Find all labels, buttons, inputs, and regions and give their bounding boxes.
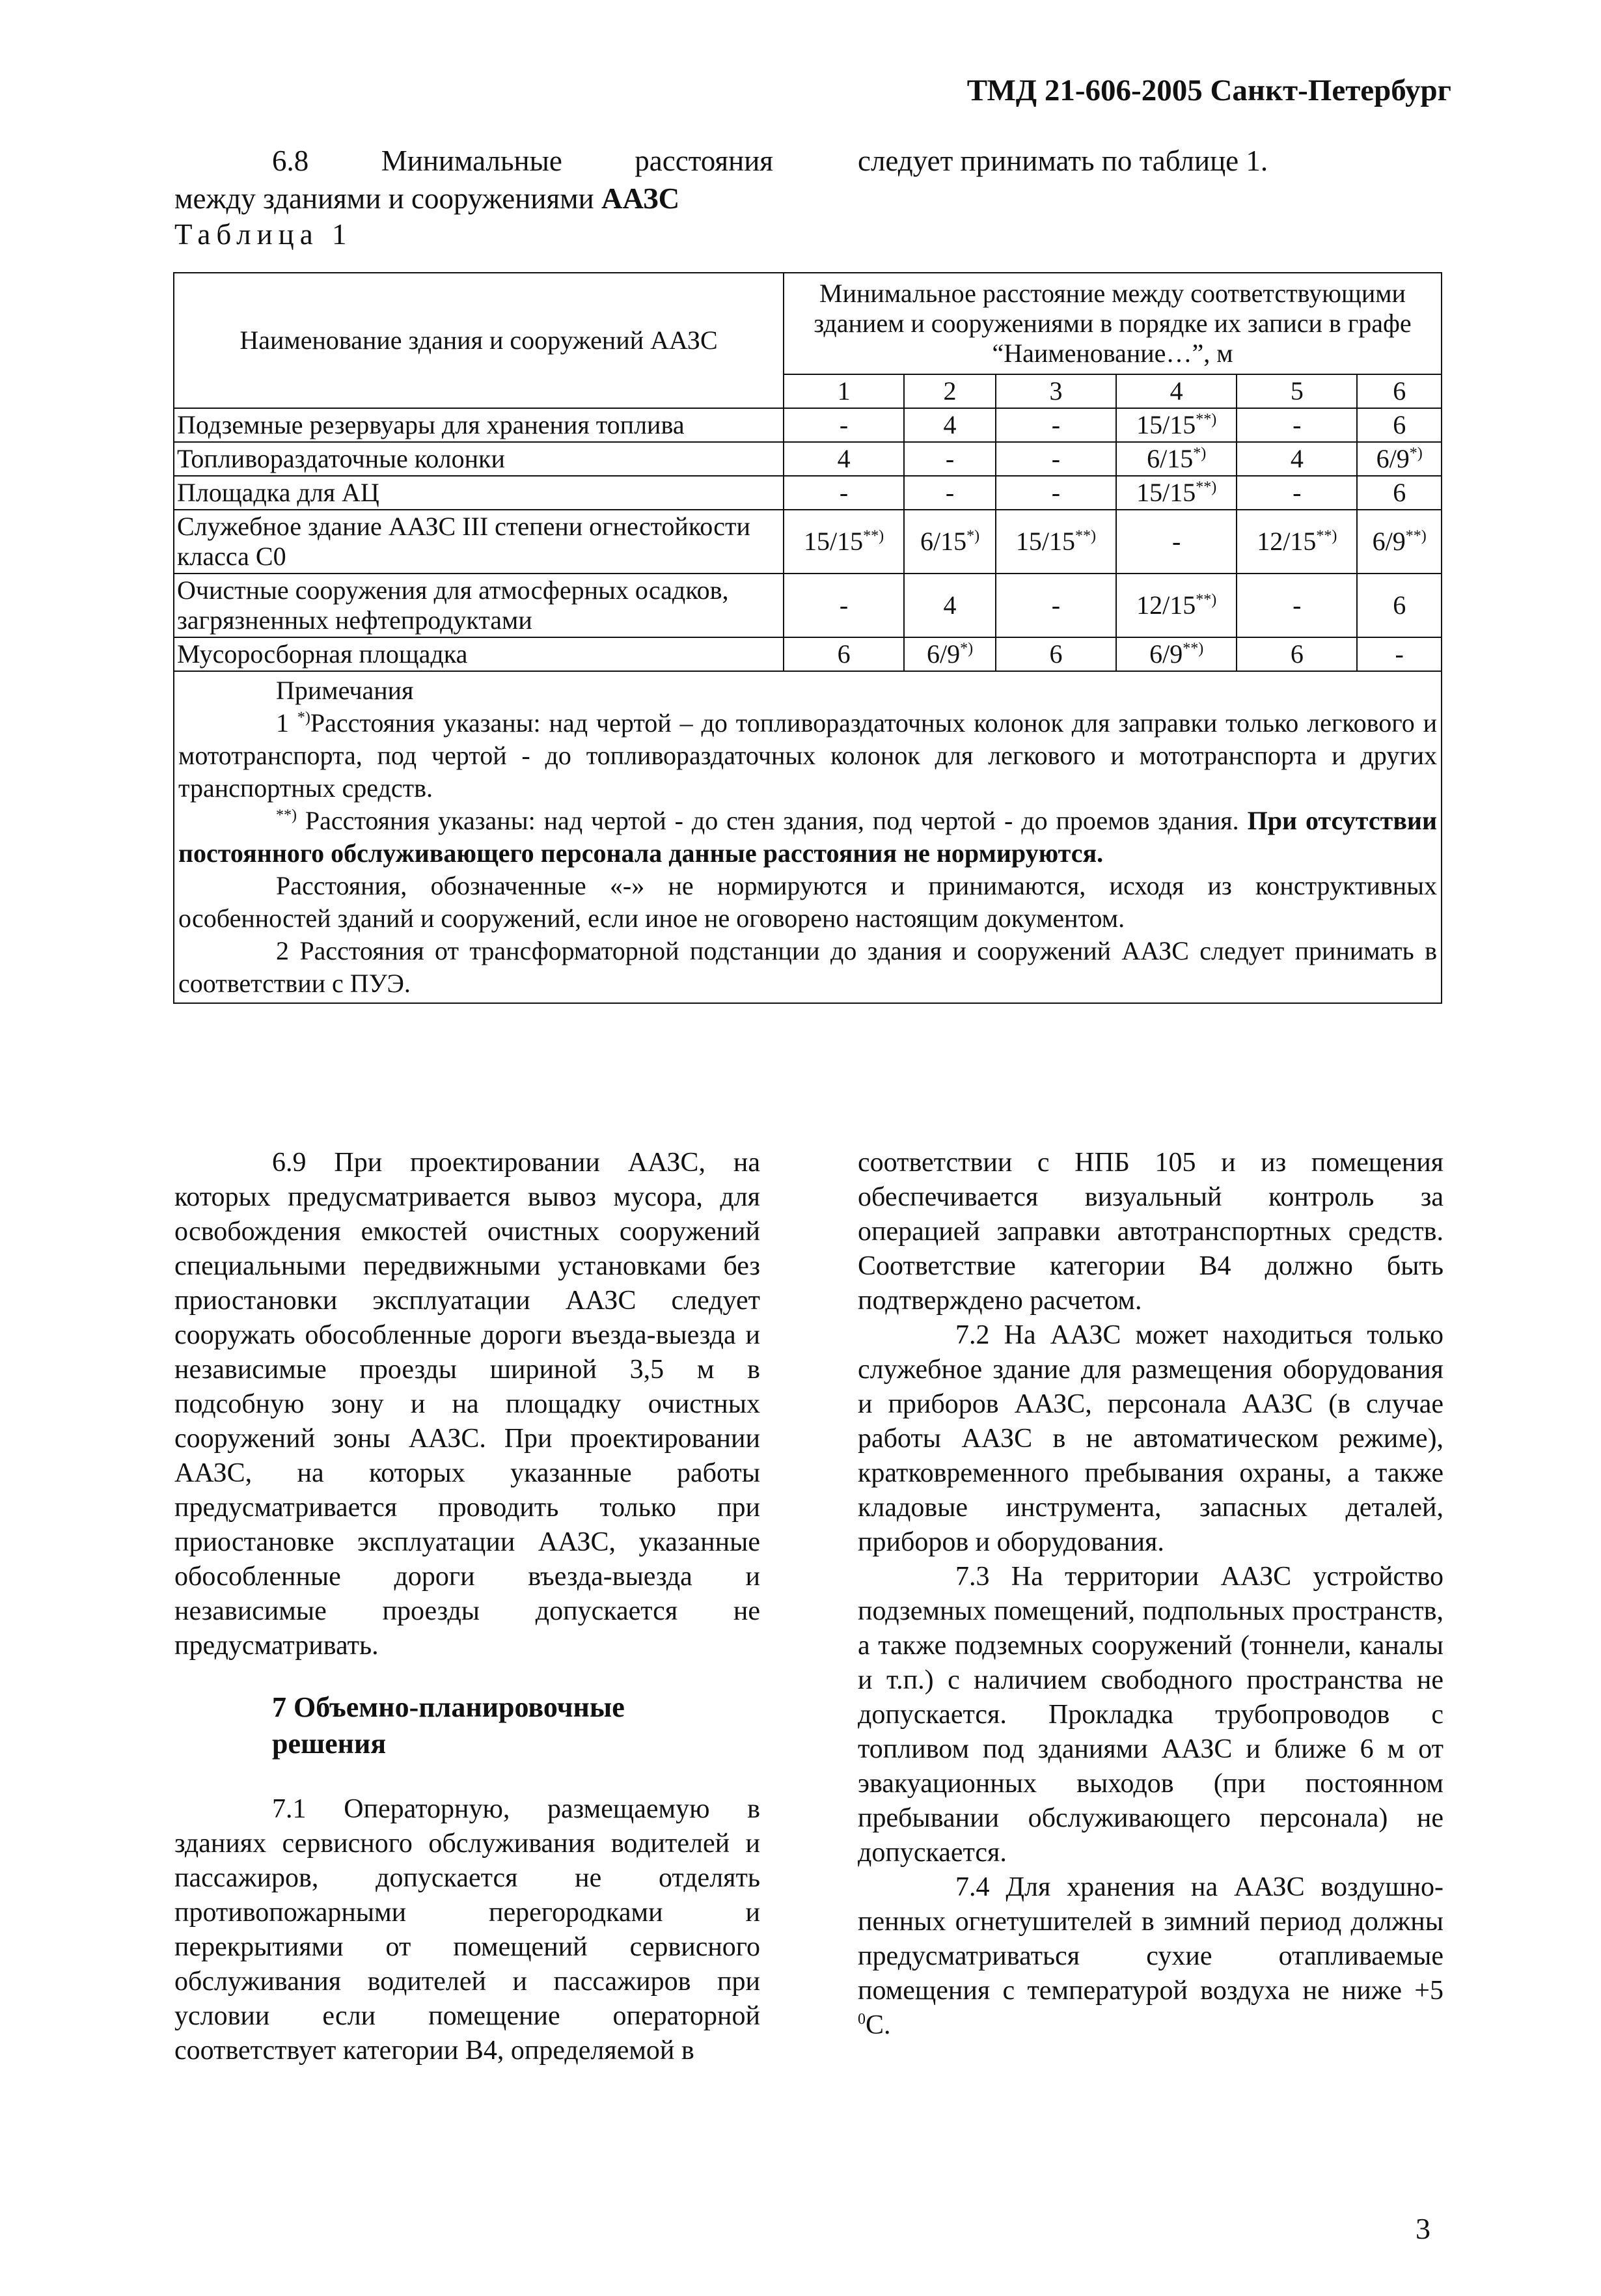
column-number-2: 2 bbox=[904, 374, 996, 408]
distance-cell bbox=[996, 574, 1116, 637]
notes-cell bbox=[174, 671, 1442, 1003]
footnote-mark: **) bbox=[1196, 591, 1217, 609]
page-number: 3 bbox=[1416, 2212, 1430, 2245]
paragraph-7-4 bbox=[858, 1870, 1444, 2043]
distance-cell bbox=[1116, 442, 1237, 476]
intro-paragraph-right: следует принимать по таблице 1. bbox=[858, 145, 1268, 177]
distance-cell bbox=[904, 574, 996, 637]
degree-mark: 0 bbox=[858, 2011, 866, 2028]
distance-value: - bbox=[1051, 444, 1061, 473]
row-name: Подземные резервуары для хранения топлива bbox=[174, 408, 784, 442]
intro-line-2 bbox=[174, 180, 773, 217]
section-7-heading: 7 Объемно-планировочные решения bbox=[272, 1691, 625, 1760]
distance-cell bbox=[1116, 476, 1237, 510]
document-header: ТМД 21-606-2005 Санкт-Петербург bbox=[966, 74, 1451, 107]
distance-value: - bbox=[1293, 590, 1302, 620]
footnote-mark: **) bbox=[1405, 527, 1427, 545]
distance-cell bbox=[1237, 408, 1357, 442]
row-name: Площадка для АЦ bbox=[174, 476, 784, 510]
distance-cell bbox=[784, 476, 904, 510]
paragraph-6-9: 6.9 При проектировании ААЗС, на которых предусматривается вывоз мусора, для освобождения емкостей очистных сооружений специальными передвижными установками без приостановки эксплуатации ААЗС следует сооружать обособленные дороги въезда-выезда и независимые проезды шириной 3,5 м в подсобную зону и на площадку очистных сооружений зоны ААЗС. При проектировании ААЗС, на которых указанные работы предусматривается проводить только при приостановке эксплуатации ААЗС, указанные обособленные дороги въезда-выезда и независимые проезды допускается не предусматривать. bbox=[174, 1148, 760, 1661]
left-text-column bbox=[174, 1146, 760, 2068]
distance-value: 15/15 bbox=[804, 527, 864, 556]
distance-value: 15/15 bbox=[1136, 410, 1196, 439]
footnote-mark: **) bbox=[1316, 527, 1337, 545]
distance-cell bbox=[996, 408, 1116, 442]
table-body bbox=[174, 408, 1442, 1003]
footnote-mark: **) bbox=[1196, 478, 1217, 496]
paragraph-7-4-text: 7.4 Для хранения на ААЗС воздушно-пенных огнетушителей в зимний период должны предусматриваться сухие отапливаемые помещения с температурой воздуха не ниже +5 bbox=[858, 1872, 1444, 2006]
distance-value: - bbox=[839, 590, 849, 620]
paragraph-7-2: 7.2 На ААЗС может находиться только служебное здание для размещения оборудования и приборов ААЗС, персонала ААЗС (в случае работы ААЗС в не автоматическом режиме), кратковременного пребывания охраны, а также кладовые инструмента, запасных деталей, приборов и оборудования. bbox=[858, 1320, 1444, 1557]
distance-value: 6/9 bbox=[1376, 444, 1410, 473]
distance-cell bbox=[904, 637, 996, 671]
note-2 bbox=[178, 805, 1437, 870]
notes-title: Примечания bbox=[276, 676, 414, 705]
distance-value: - bbox=[1051, 478, 1061, 507]
footnote-mark: *) bbox=[966, 527, 980, 545]
distance-value: 6 bbox=[1049, 639, 1063, 669]
distance-value: 6 bbox=[1393, 590, 1406, 620]
distance-value: - bbox=[839, 478, 849, 507]
distance-cell bbox=[996, 510, 1116, 574]
right-text-column bbox=[858, 1146, 1444, 2043]
paragraph-7-1-continued: соответствии с НПБ 105 и из помещения обеспечивается визуальный контроль за операцией заправки автотранспортных средств. Соответствие категории В4 должно быть подтверждено расчетом. bbox=[858, 1148, 1444, 1316]
table-row bbox=[174, 442, 1442, 476]
footnote-mark: **) bbox=[1183, 640, 1204, 657]
distance-value: - bbox=[839, 410, 849, 439]
distance-cell bbox=[904, 408, 996, 442]
distance-value: 6 bbox=[837, 639, 851, 669]
distance-group-header: Минимальное расстояние между соответствующими зданием и сооружениями в порядке их записи в графе “Наименование…”, м bbox=[784, 273, 1442, 374]
distance-cell bbox=[996, 637, 1116, 671]
distance-value: 12/15 bbox=[1136, 590, 1196, 620]
distance-cell bbox=[996, 476, 1116, 510]
row-name: Очистные сооружения для атмосферных осадков, загрязненных нефтепродуктами bbox=[174, 574, 784, 637]
distance-value: 15/15 bbox=[1015, 527, 1076, 556]
distance-value: - bbox=[1293, 478, 1302, 507]
distance-cell bbox=[1237, 442, 1357, 476]
distance-cell bbox=[784, 574, 904, 637]
note-2-mark: **) bbox=[276, 807, 297, 824]
distance-value: - bbox=[945, 478, 955, 507]
intro-paragraph-left bbox=[174, 142, 773, 217]
distance-cell bbox=[784, 510, 904, 574]
distance-value: 4 bbox=[943, 590, 957, 620]
distance-cell bbox=[784, 637, 904, 671]
intro-line-2-text: между зданиями и сооружениями bbox=[174, 182, 601, 215]
distance-value: - bbox=[1051, 590, 1061, 620]
name-column-header: Наименование здания и сооружений ААЗС bbox=[174, 273, 784, 408]
note-1-mark: *) bbox=[297, 709, 310, 726]
column-number-3: 3 bbox=[996, 374, 1116, 408]
distance-cell bbox=[784, 442, 904, 476]
distance-cell bbox=[1237, 476, 1357, 510]
distance-value: 4 bbox=[1290, 444, 1304, 473]
footnote-mark: *) bbox=[1193, 445, 1207, 462]
distance-cell bbox=[1357, 637, 1442, 671]
footnote-mark: **) bbox=[863, 527, 884, 545]
distance-table bbox=[173, 272, 1442, 1004]
note-1-number: 1 bbox=[276, 708, 289, 738]
note-1-text: Расстояния указаны: над чертой – до топливораздаточных колонок для заправки только легкового и мототранспорта, под чертой - до топливораздаточных колонок для легкового и мототранспорта и других транспортных средств. bbox=[178, 708, 1438, 803]
column-number-6: 6 bbox=[1357, 374, 1442, 408]
footnote-mark: **) bbox=[1075, 527, 1097, 545]
paragraph-7-3: 7.3 На территории ААЗС устройство подземных помещений, подпольных пространств, а также подземных сооружений (тоннели, каналы и т.п.) с наличием свободного пространства не допускается. Прокладка трубопроводов с топливом под зданиями ААЗС и ближе 6 м от эвакуационных выходов (при постоянном пребывании обслуживающего персонала) не допускается. bbox=[858, 1562, 1444, 1868]
footnote-mark: *) bbox=[960, 640, 974, 657]
note-2-bold-text: При отсутствии постоянного обслуживающего персонала данные расстояния не нормируются. bbox=[178, 806, 1438, 868]
distance-cell bbox=[904, 442, 996, 476]
distance-cell bbox=[1357, 574, 1442, 637]
distance-cell bbox=[1237, 637, 1357, 671]
distance-cell bbox=[1237, 574, 1357, 637]
row-name: Мусоросборная площадка bbox=[174, 637, 784, 671]
table-caption: Таблица 1 bbox=[174, 218, 353, 251]
distance-value: 6/9 bbox=[1372, 527, 1406, 556]
row-name: Служебное здание ААЗС III степени огнестойкости класса С0 bbox=[174, 510, 784, 574]
intro-line-1: 6.8 Минимальные расстояния bbox=[272, 145, 773, 177]
table-row bbox=[174, 476, 1442, 510]
distance-value: 6 bbox=[1290, 639, 1304, 669]
distance-cell bbox=[996, 442, 1116, 476]
intro-line-2-bold: ААЗС bbox=[601, 182, 680, 215]
footnote-mark: **) bbox=[1196, 411, 1217, 428]
distance-cell bbox=[904, 510, 996, 574]
distance-cell bbox=[1116, 510, 1237, 574]
distance-value: 6/9 bbox=[926, 639, 961, 669]
distance-value: - bbox=[1171, 527, 1181, 556]
distance-value: - bbox=[1293, 410, 1302, 439]
distance-value: 15/15 bbox=[1136, 478, 1196, 507]
paragraph-7-4-unit: С. bbox=[866, 2010, 891, 2040]
distance-value: - bbox=[1051, 410, 1061, 439]
distance-cell bbox=[1357, 510, 1442, 574]
distance-value: 6 bbox=[1393, 478, 1406, 507]
distance-value: 6/15 bbox=[1147, 444, 1194, 473]
notes-row bbox=[174, 671, 1442, 1003]
distance-value: 12/15 bbox=[1257, 527, 1317, 556]
paragraph-7-1: 7.1 Операторную, размещаемую в зданиях сервисного обслуживания водителей и пассажиров, допускается не отделять противопожарными перегородками и перекрытиями от помещений сервисного обслуживания водителей и пассажиров при условии если помещение операторной соответствует категории В4, определяемой в bbox=[174, 1794, 760, 2066]
distance-cell bbox=[1116, 637, 1237, 671]
distance-cell bbox=[1357, 476, 1442, 510]
row-name: Топливораздаточные колонки bbox=[174, 442, 784, 476]
note-1 bbox=[178, 707, 1437, 805]
footnote-mark: *) bbox=[1409, 445, 1423, 462]
table-row bbox=[174, 637, 1442, 671]
table-row bbox=[174, 574, 1442, 637]
distance-cell bbox=[1116, 574, 1237, 637]
distance-value: 6/9 bbox=[1149, 639, 1183, 669]
distance-cell bbox=[1357, 408, 1442, 442]
distance-value: 6/15 bbox=[920, 527, 967, 556]
distance-value: - bbox=[1395, 639, 1404, 669]
column-number-1: 1 bbox=[784, 374, 904, 408]
column-number-5: 5 bbox=[1237, 374, 1357, 408]
distance-cell bbox=[1116, 408, 1237, 442]
table-row bbox=[174, 408, 1442, 442]
distance-value: 4 bbox=[943, 410, 957, 439]
distance-cell bbox=[784, 408, 904, 442]
distance-cell bbox=[1357, 442, 1442, 476]
column-number-4: 4 bbox=[1116, 374, 1237, 408]
table-row bbox=[174, 510, 1442, 574]
note-4: 2 Расстояния от трансформаторной подстанции до здания и сооружений ААЗС следует принимать в соответствии с ПУЭ. bbox=[178, 936, 1437, 998]
distance-value: - bbox=[945, 444, 955, 473]
distance-value: 4 bbox=[837, 444, 851, 473]
note-3: Расстояния, обозначенные «-» не нормируются и принимаются, исходя из конструктивных особенностей зданий и сооружений, если иное не оговорено настоящим документом. bbox=[178, 871, 1437, 933]
distance-cell bbox=[904, 476, 996, 510]
distance-value: 6 bbox=[1393, 410, 1406, 439]
note-2-text: Расстояния указаны: над чертой - до стен здания, под чертой - до проемов здания. bbox=[297, 806, 1239, 835]
distance-cell bbox=[1237, 510, 1357, 574]
